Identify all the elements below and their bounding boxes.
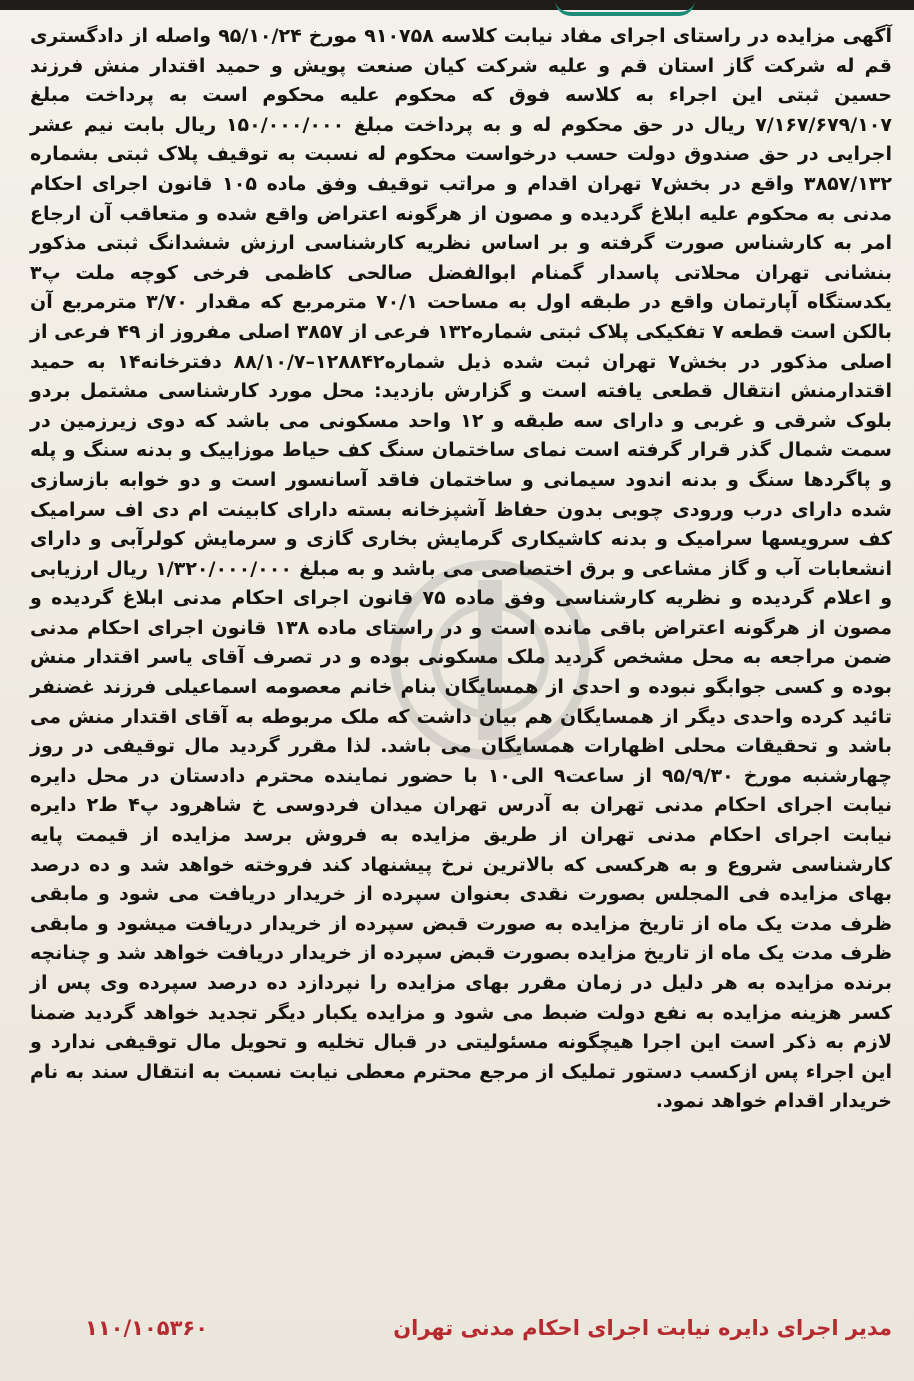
notice-footer [30, 1316, 892, 1356]
notice-code: ۱۱۰/۱۰۵۳۶۰ [85, 1316, 209, 1340]
signature-line: مدیر اجرای دایره نیابت اجرای احکام مدنی تهران [393, 1316, 892, 1340]
auction-notice-body: آگهی مزایده در راستای اجرای مفاد نیابت کلاسه ۹۱۰۷۵۸ مورخ ۹۵/۱۰/۲۴ واصله از دادگستری قم له شرکت گاز استان قم و علیه شرکت کیان صنعت پویش و حمید اقتدار منش فرزند حسین ثبتی این اجراء به کلاسه فوق که محکوم علیه محکوم است به پرداخت مبلغ ۷/۱۶۷/۶۷۹/۱۰۷ ریال در حق محکوم له و به پرداخت مبلغ ۱۵۰/۰۰۰/۰۰۰ ریال بابت نیم عشر اجرایی در حق صندوق دولت حسب درخواست محکوم له نسبت به توقیف پلاک ثبتی بشماره ۳۸۵۷/۱۳۲ واقع در بخش۷ تهران اقدام و مراتب توقیف وفق ماده ۱۰۵ قانون اجرای احکام مدنی به محکوم علیه ابلاغ گردیده و مصون از هرگونه اعتراض واقع شده و متعاقب آن ارجاع امر به کارشناس صورت گرفته و بر اساس نظریه کارشناسی ارزش ششدانگ ثبتی مذکور بنشانی تهران محلاتی پاسدار گمنام ابوالفضل صالحی کاظمی فرخی کوچه ملت پ۳ یکدستگاه آپارتمان واقع در طبقه اول به مساحت ۷۰/۱ مترمربع که مقدار ۳/۷۰ مترمربع آن بالکن است قطعه ۷ تفکیکی پلاک ثبتی شماره۱۳۲ فرعی از ۳۸۵۷ اصلی مفروز از ۴۹ فرعی از اصلی مذکور در بخش۷ تهران ثبت شده ذیل شماره۱۲۸۸۴۲–۸۸/۱۰/۷ دفترخانه۱۴ به حمید اقتدارمنش انتقال قطعی یافته است و گزارش بازدید: محل مورد کارشناسی مشتمل بردو بلوک شرقی و غربی و دارای سه طبقه و ۱۲ واحد مسکونی می باشد که دوی زیرزمین در سمت شمال گذر قرار گرفته است نمای ساختمان سنگ کف حیاط موزاییک و بدنه سنگ و پله و پاگردها سنگ و بدنه اندود سیمانی و ساختمان فاقد آسانسور است و دو خوابه بازسازی شده دارای درب ورودی چوبی بدون حفاظ آشپزخانه بسته دارای کابینت ام دی اف سرامیک کف سرویسها سرامیک و بدنه کاشیکاری گرمایش بخاری گازی و سرمایش کولرآبی و دارای انشعابات آب و گاز مشاعی و برق اختصاصی می باشد و به مبلغ ۱/۳۲۰/۰۰۰/۰۰۰ ریال ارزیابی و اعلام گردیده و نظریه کارشناسی وفق ماده ۷۵ قانون اجرای احکام مدنی ابلاغ گردیده و مصون از هرگونه اعتراض باقی مانده است و در راستای ماده ۱۳۸ قانون اجرای احکام مدنی ضمن مراجعه به محل مشخص گردید ملک مسکونی بوده و در تصرف آقای یاسر اقتدار منش بوده و کسی جوابگو نبوده و احدی از همسایگان بنام خانم معصومه اسماعیلی فرزند غضنفر تائید کرده واحدی دیگر از همسایگان هم بیان داشت که ملک مربوطه به آقای اقتدار منش می باشد و تحقیقات محلی اظهارات همسایگان می باشد. لذا مقرر گردید مال توقیفی در روز چهارشنبه مورخ ۹۵/۹/۳۰ از ساعت۹ الی۱۰ با حضور نماینده محترم دادستان در محل دایره نیابت اجرای احکام مدنی تهران به آدرس تهران میدان فردوسی خ شاهرود پ۴ ط۲ دایره نیابت اجرای احکام مدنی تهران از طریق مزایده به فروش برسد مزایده از قیمت پایه کارشناسی شروع و به هرکسی که بالاترین نرخ پیشنهاد کند فروخته خواهد شد و ده درصد بهای مزایده فی المجلس بصورت نقدی بعنوان سپرده از خریدار دریافت می شود و مابقی ظرف مدت یک ماه از تاریخ مزایده به صورت قبض سپرده از خریدار دریافت میشود و مابقی ظرف مدت یک ماه از تاریخ مزایده بصورت قبض سپرده از خریدار دریافت خواهد شد و چنانچه برنده مزایده به هر دلیل در زمان مقرر بهای مزایده را نپردازد ده درصد سپرده وی پس از کسر هزینه مزایده به نفع دولت ضبط می شود و مزایده یکبار دیگر تجدید خواهد گردید ضمنا لازم به ذکر است این اجرا هیچگونه مسئولیتی در قبال تخلیه و تحویل مال توقیفی ندارد و این اجراء پس ازکسب دستور تملیک از مرجع محترم معطی نیابت نسبت به انتقال سند به نام خریدار اقدام خواهد نمود. [30, 25, 893, 1113]
publisher-logo-arc [555, 0, 695, 16]
top-border-rule [0, 0, 914, 10]
